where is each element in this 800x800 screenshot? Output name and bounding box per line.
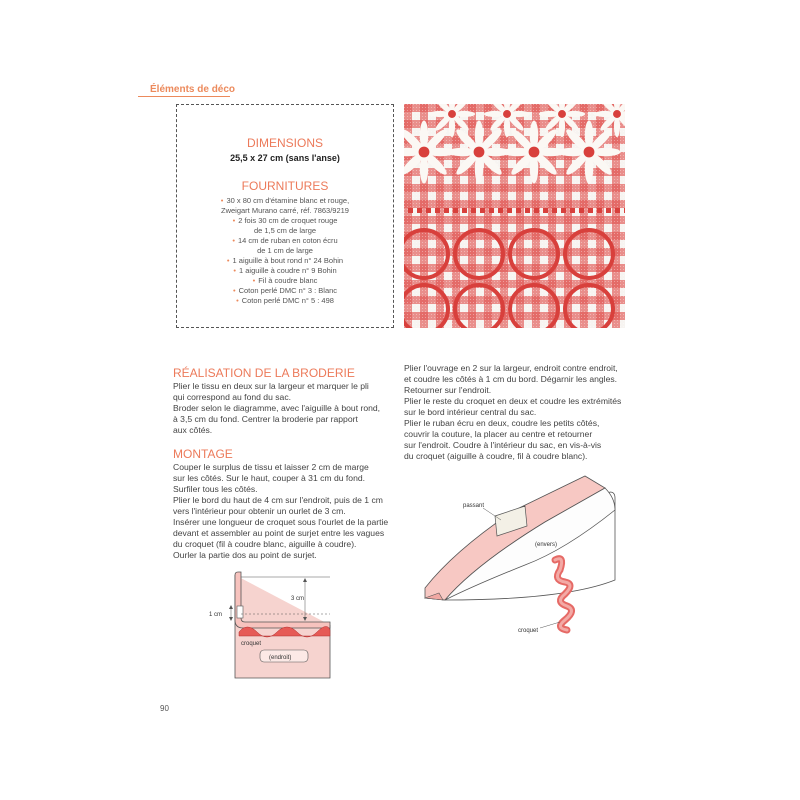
section-rule xyxy=(138,96,230,97)
label-endroit: (endroit) xyxy=(269,655,292,661)
supply-line xyxy=(177,216,393,226)
embroidery-line: qui correspond au fond du sac. xyxy=(173,392,292,402)
supply-text: Coton perlé DMC n° 5 : 498 xyxy=(241,296,334,305)
page-number: 90 xyxy=(160,704,169,713)
right-line: du croquet (aiguille à coudre, fil à coudre blanc). xyxy=(404,451,588,461)
supply-line: Zweigart Murano carré, réf. 7863/9219 xyxy=(221,206,349,215)
supply-text: 30 x 80 cm d'étamine blanc et rouge, xyxy=(226,196,350,205)
bullet-icon: • xyxy=(232,286,236,295)
supply-line xyxy=(177,286,393,296)
right-line: Plier le ruban écru en deux, coudre les petits côtés, xyxy=(404,418,600,428)
supply-text: 14 cm de ruban en coton écru xyxy=(237,236,338,245)
supplies-title: FOURNITURES xyxy=(241,179,329,193)
supply-text: Coton perlé DMC n° 3 : Blanc xyxy=(238,286,338,295)
bullet-icon: • xyxy=(232,216,236,225)
assembly-line: Ourler la partie dos au point de surjet. xyxy=(173,550,317,560)
assembly-line: Couper le surplus de tissu et laisser 2 cm de marge xyxy=(173,462,369,472)
dimensions-title: DIMENSIONS xyxy=(246,136,323,150)
embroidery-line: à 3,5 cm du fond. Centrer la broderie par rapport xyxy=(173,414,358,424)
bullet-icon: • xyxy=(252,276,256,285)
assembly-line: sur les côtés. Sur le haut, couper à 31 cm du fond. xyxy=(173,473,366,483)
embroidery-line: aux côtés. xyxy=(173,425,213,435)
right-line: sur l'endroit. Coudre à l'intérieur du sac, en vis-à-vis xyxy=(404,440,602,450)
right-line: sur le bord intérieur central du sac. xyxy=(404,407,537,417)
embroidery-text xyxy=(173,381,398,436)
assembly-line: Insérer une longueur de croquet sous l'ourlet de la partie xyxy=(173,517,389,527)
supply-line: de 1,5 cm de large xyxy=(253,226,317,235)
right-line: couvrir la couture, la placer au centre et retourner xyxy=(404,429,593,439)
right-line: Retourner sur l'endroit. xyxy=(404,385,492,395)
supply-item xyxy=(177,216,393,236)
label-envers: (envers) xyxy=(535,542,558,548)
supply-line xyxy=(177,236,393,246)
supply-item xyxy=(177,286,393,296)
bag-diagram xyxy=(415,470,625,640)
supply-line xyxy=(177,256,393,266)
bullet-icon: • xyxy=(232,236,235,245)
assembly-title: MONTAGE xyxy=(173,447,233,461)
supplies-list xyxy=(177,196,393,306)
label-croquet-left: croquet xyxy=(241,641,262,647)
assembly-text xyxy=(173,462,398,561)
specs-box xyxy=(176,104,394,328)
label-3cm: 3 cm xyxy=(291,596,305,602)
supply-item xyxy=(177,256,393,266)
supply-line xyxy=(177,196,393,206)
supply-item xyxy=(177,196,393,216)
section-label: Éléments de déco xyxy=(150,84,236,95)
dimensions-value: 25,5 x 27 cm (sans l'anse) xyxy=(230,153,340,163)
right-line: et coudre les côtés à 1 cm du bord. Dégarnir les angles. xyxy=(404,374,618,384)
supply-line: de 1 cm de large xyxy=(257,246,313,255)
bullet-icon: • xyxy=(220,196,224,205)
bullet-icon: • xyxy=(236,296,239,305)
embroidery-title: RÉALISATION DE LA BRODERIE xyxy=(173,366,355,380)
supply-item xyxy=(177,276,393,286)
bullet-icon: • xyxy=(233,266,236,275)
supply-text: 1 aiguille à bout rond n° 24 Bohin xyxy=(232,256,344,265)
bullet-icon: • xyxy=(226,256,230,265)
supply-line xyxy=(177,276,393,286)
supply-line xyxy=(177,266,393,276)
right-line: Plier l'ouvrage en 2 sur la largeur, endroit contre endroit, xyxy=(404,363,618,373)
supply-item xyxy=(177,236,393,256)
supply-item xyxy=(177,296,393,306)
assembly-line: du croquet (fil à coudre blanc, aiguille à coudre). xyxy=(173,539,357,549)
assembly-line: Surfiler tous les côtés. xyxy=(173,484,258,494)
hem-diagram xyxy=(205,570,340,680)
supply-text: Fil à coudre blanc xyxy=(258,276,318,285)
embroidery-line: Plier le tissu en deux sur la largeur et marquer le pli xyxy=(173,381,369,391)
supply-line xyxy=(177,296,393,306)
supply-item xyxy=(177,266,393,276)
right-line: Plier le reste du croquet en deux et coudre les extrémités xyxy=(404,396,622,406)
label-croquet-right: croquet xyxy=(518,628,539,634)
assembly-line: vers l'intérieur pour obtenir un ourlet de 3 cm. xyxy=(173,506,346,516)
assembly-line: Plier le bord du haut de 4 cm sur l'endroit, puis de 1 cm xyxy=(173,495,383,505)
label-1cm: 1 cm xyxy=(209,612,223,618)
supply-text: 2 fois 30 cm de croquet rouge xyxy=(238,216,338,225)
supply-text: 1 aiguille à coudre n° 9 Bohin xyxy=(238,266,337,275)
label-passant: passant xyxy=(463,503,485,509)
embroidery-line: Broder selon le diagramme, avec l'aiguille à bout rond, xyxy=(173,403,381,413)
assembly-line: devant et assembler au point de surjet entre les vagues xyxy=(173,528,385,538)
embroidery-photo xyxy=(404,104,625,328)
right-column-text xyxy=(404,363,629,462)
